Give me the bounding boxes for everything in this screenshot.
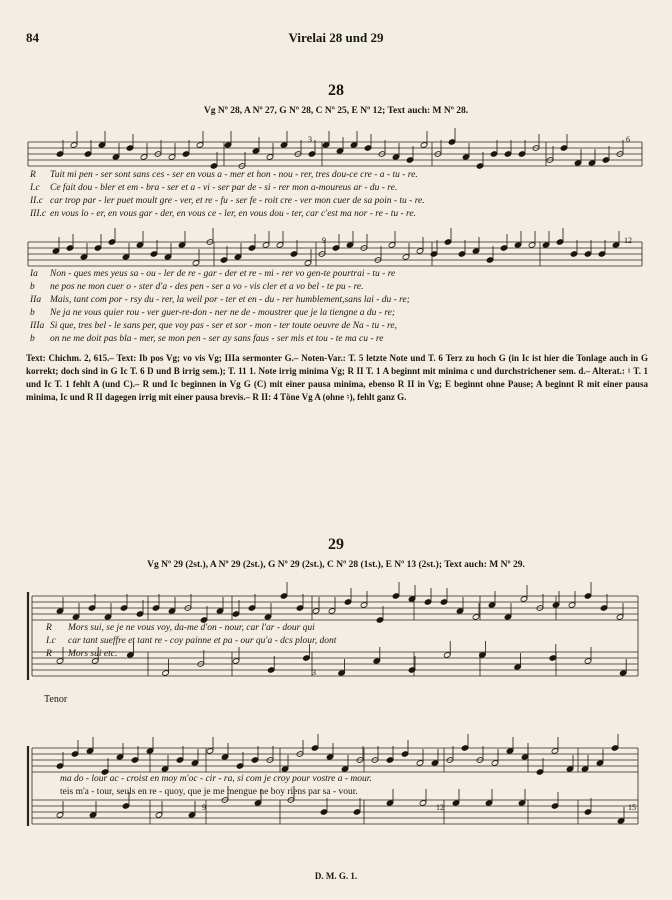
verse-label: II.c [30, 196, 43, 206]
lyric-line: ma do - lour ac - croist en moy m'oc - cir - ra, si com je croy pour vostre a - mour. [60, 774, 372, 784]
lyric-line: Ce fait dou - bler et em - bra - ser et a - vi - ser par de - si - rer mon a-moureus ar - du - re. [50, 183, 398, 193]
verse-label: b [30, 334, 35, 344]
piece-number-28: 28 [328, 82, 344, 99]
verse-label: R [46, 623, 52, 633]
piece-number-29: 29 [328, 536, 344, 553]
lyric-line: Mais, tant com por - rsy du - rer, la weil por - ter et en - du - rer humblement,sans lai - du - re; [50, 295, 410, 305]
verse-label: III.c [30, 209, 47, 219]
bar-number: 9 [202, 803, 206, 812]
running-head: Virelai 28 und 29 [288, 30, 384, 45]
lyric-line: en vous lo - er, en vous gar - der, en vous ce - ler, en vous dou - ter, car c'est ma nor - re - tu - re. [50, 209, 416, 219]
bar-number: 9 [322, 236, 326, 245]
bar-number: 15 [628, 803, 636, 812]
lyric-line: Mors sui, se je ne vous voy, da-me d'on - nour, car l'ar - dour qui [68, 623, 315, 633]
verse-label: b [30, 308, 35, 318]
verse-label: I.c [30, 183, 40, 193]
lyric-line: Mors sui etc. [68, 649, 118, 659]
sources-28: Vg Nº 28, A Nº 27, G Nº 28, C Nº 25, E Nº 12; Text auch: M Nº 28. [203, 106, 469, 116]
verse-label: IIIa [30, 321, 45, 331]
sources-29: Vg Nº 29 (2st.), A Nº 29 (2st.), G Nº 29 (2st.), C Nº 28 (1st.), E Nº 13 (2st.); Text auch: M Nº 29. [147, 560, 525, 570]
page-number: 84 [26, 30, 39, 45]
lyric-line: Si que, tres bel - le sans per, que voy pas - ser et sor - mon - ter toute oeuvre de Na - tu - re, [50, 321, 397, 331]
bar-number: 12 [436, 803, 444, 812]
verse-label: R [30, 170, 36, 180]
lyric-line: Non - ques mes yeus sa - ou - ler de re - gar - der et re - mi - rer vo gen-te pourtrai - tu - re [50, 269, 396, 279]
verse-label: Ia [30, 269, 38, 279]
tenor-label: Tenor [44, 694, 68, 705]
bar-number: 12 [624, 236, 632, 245]
lyric-line: ne pos ne mon cuer o - ster d'a - des pen - ser a vo - vis cler et a vo bel - te pu - re. [50, 282, 364, 292]
lyric-line: car trop par - ler puet moult gre - ver, et re - fu - ser fe - roit cre - ver mon cuer de sa poin - tu - re. [50, 196, 425, 206]
notes-text: Text: Chichm. 2, 615.– Text: Ib pos Vg; vo vis Vg; IIIa sermonter G.– Noten-Var.: T. 5 letzte Note und T. 6 Terz zu hoch G (in Ic ist hier die Tonlage auch in G korrekt; doch sind in G Ic T. 6 D und B irrig sem.); T. 11 1. Note irrig minima Vg; R II T. 1 A beginnt mit minima c und durchstrichener sem. d.– Alterat.: ♮ T. 1 und Ic T. 1 fehlt A (und C).– R und Ic beginnen in Vg G (C) mit einer pausa minima, ebenso R II in Vg; E beginnt ohne Pause; A beginnt R mit einer pausa minima, Ic und R II dagegen irrig mit einer pausa brevis.– R II: 4 Töne Vg A (ohne ♮), fehlt ganz G. [26, 353, 648, 402]
lyric-line: car tant sueffre et tant re - coy painne et pa - our qu'a - dcs plour, dont [68, 636, 337, 646]
lyric-line: Ne ja ne vous quier rou - ver guer-re-don - ner ne de - moustrer que je la tiengne a du - re; [50, 308, 396, 318]
bar-number: 3 [308, 135, 312, 144]
verse-label: I.c [46, 636, 56, 646]
lyric-line: on ne me doit pas bla - mer, se mon pen - ser ay sans faus - ser mis et tou - te ma cu - re [50, 334, 384, 344]
lyric-line: Tuit mi pen - ser sont sans ces - ser en vous a - mer et hon - nou - rer, tres dou-ce cre - a - tu - re. [50, 170, 418, 180]
lyric-line: teis m'a - tour, seuls en re - quoy, que je me mengue ne boy riens par sa - vour. [60, 787, 358, 797]
page-footer: D. M. G. 1. [314, 871, 358, 881]
verse-label: IIa [30, 295, 42, 305]
verse-label: b [30, 282, 35, 292]
bar-number: 6 [626, 135, 630, 144]
verse-label: R [46, 649, 52, 659]
bar-number: 3 [312, 668, 316, 677]
critical-notes-28 [26, 352, 648, 404]
